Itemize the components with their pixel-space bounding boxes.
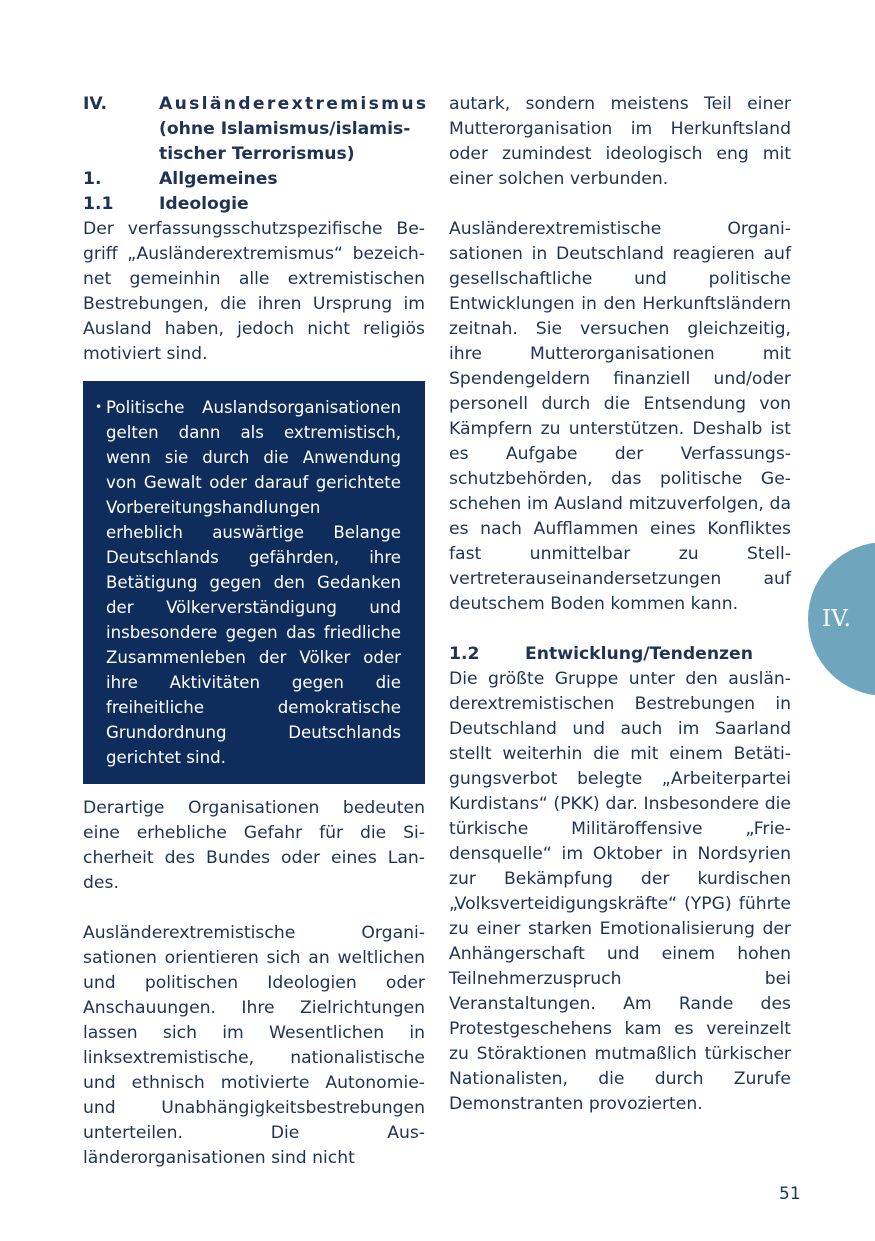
chapter-tab-label: IV. (822, 606, 851, 632)
subsection-number-2: 1.2 (449, 644, 480, 664)
paragraph-danger: Derartige Organisationen bedeuten eine erhebliche Gefahr für die Sicherheit des Bundes oder eines Landes. (83, 798, 425, 893)
subsection-heading-2 (449, 642, 791, 667)
paragraph-continuation: autark, sondern meistens Teil einer Mutterorganisation im Herkunftsland oder zumindest ideologisch eng mit einer solchen verbunden. (449, 94, 791, 189)
subsection-heading (83, 192, 425, 217)
bullet: • (95, 400, 103, 414)
left-column (83, 92, 429, 1171)
section-title: Allgemeines (159, 169, 278, 189)
page-number: 51 (779, 1184, 801, 1204)
subsection-number: 1.1 (83, 194, 114, 214)
chapter-number: IV. (83, 94, 108, 114)
definition-text: Politische Auslandsorganisationen gelten dann als extremistisch, wenn sie durch die Anwendung von Gewalt oder darauf gerichtete Vorbereitungshandlungen erheblich auswärtige Belange Deutschlands gefährden, ihre Betätigung gegen den Gedanken der Völkerverständigung und insbesondere gegen das friedliche Zusammenleben der Völker oder ihre Aktivitäten gegen die freiheitliche demokratische Grundordnung Deutschlands gerichtet sind. (106, 398, 401, 767)
chapter-heading (83, 92, 429, 167)
paragraph-orientation: Ausländerextremistische Organisationen orientieren sich an weltlichen und politischen Ideologien oder Anschauungen. Ihre Zielrichtungen lassen sich im Wesentlichen in linksextremistische, nationalistische und ethnisch motivierte Autonomie- und Unabhängigkeitsbestrebungen unterteilen. Die Ausländerorganisationen sind nicht (83, 923, 425, 1168)
subsection-title: Ideologie (159, 194, 249, 214)
chapter-subtitle-line2: tischer Terrorismus) (159, 144, 355, 164)
section-heading (83, 167, 425, 192)
paragraph-ideologie-intro: Der verfassungsschutzspezifische Begriff „Ausländerextremismus“ bezeichnet gemeinhin alle extremistischen Bestrebungen, die ihren Ursprung im Ausland haben, jedoch nicht religiös motiviert sind. (83, 219, 425, 364)
paragraph-reaction: Ausländerextremistische Organisationen in Deutschland reagieren auf gesellschaftliche und politische Entwicklungen in den Herkunftsländern zeitnah. Sie versuchen gleichzeitig, ihre Mutterorganisationen mit Spendengeldern finanziell und/oder personell durch die Entsendung von Kämpfern zu unterstützen. Deshalb ist es Aufgabe der Verfassungsschutzbehörden, das politische Geschehen im Ausland mitzuverfolgen, da es nach Aufflammen eines Konfliktes fast unmittelbar zu Stellvertreterauseinandersetzungen auf deutschem Boden kommen kann. (449, 219, 791, 614)
chapter-subtitle-line1: (ohne Islamismus/islamis- (159, 119, 411, 139)
subsection-title-2: Entwicklung/Tendenzen (525, 644, 753, 664)
section-number: 1. (83, 169, 102, 189)
right-column (449, 92, 791, 1117)
paragraph-development: Die größte Gruppe unter den ausländerextremistischen Bestrebungen in Deutschland und auch im Saarland stellt weiterhin die mit einem Betätigungsverbot belegte „Arbeiterpartei Kurdistans“ (PKK) dar. Insbesondere die türkische Militäroffensive „Friedensquelle“ im Oktober in Nordsyrien zur Bekämpfung der kurdischen „Volksverteidigungskräfte“ (YPG) führte zu einer starken Emotionalisierung der Anhängerschaft und einem hohen Teilnehmerzuspruch bei Veranstaltungen. Am Rande des Protestgeschehens kam es vereinzelt zu Störaktionen mutmaßlich türkischer Nationalisten, die durch Zurufe Demonstranten provozierten. (449, 669, 791, 1114)
definition-box (83, 381, 425, 784)
chapter-title: Ausländerextremismus (159, 94, 429, 114)
